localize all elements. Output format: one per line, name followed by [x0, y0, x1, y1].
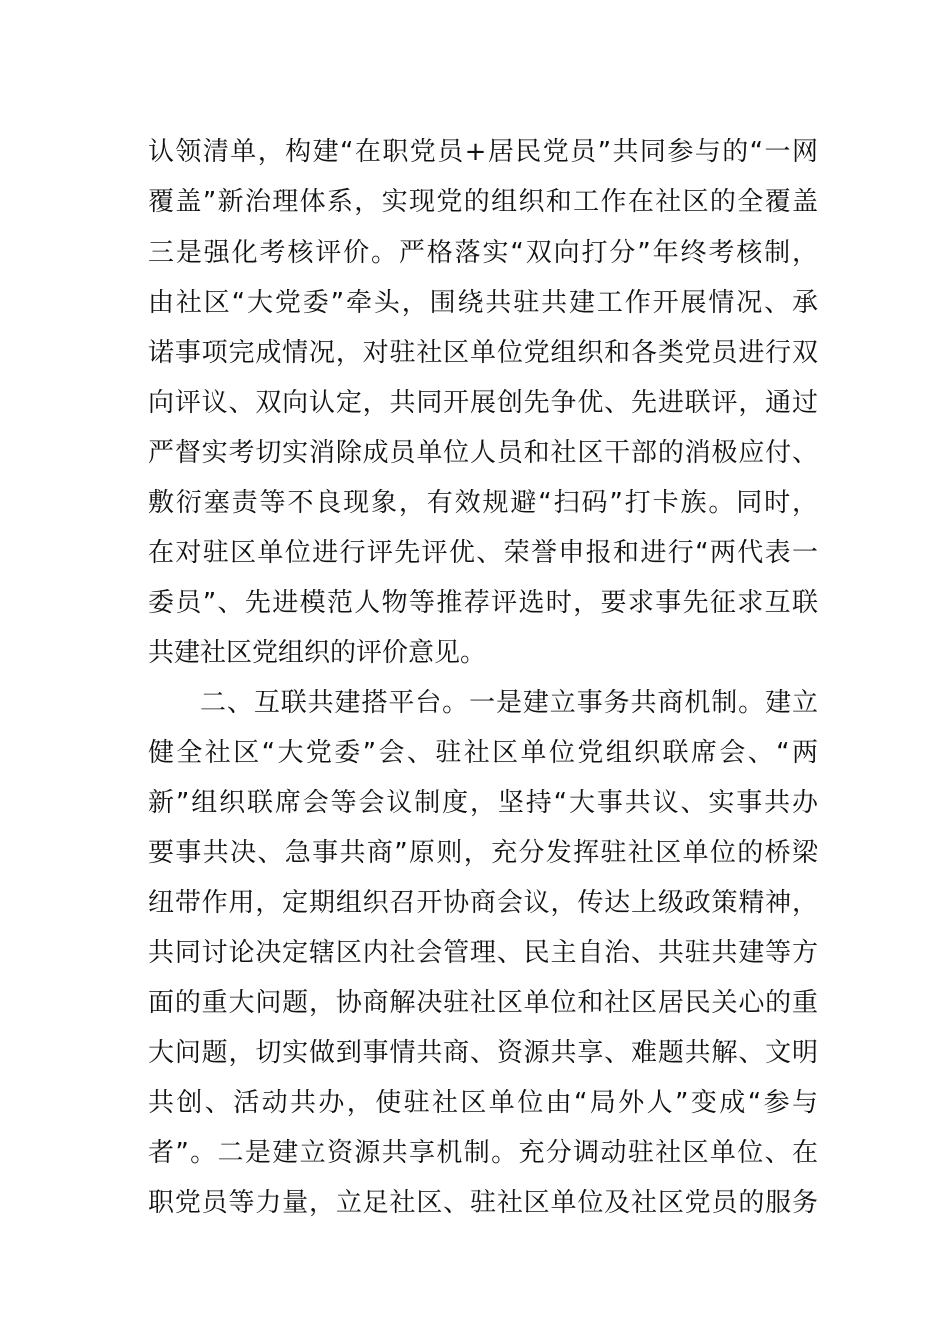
text-line: 认领清单，构建“在职党员+居民党员”共同参与的“一网 [148, 137, 818, 167]
text-line: 敷衍塞责等不良现象，有效规避“扫码”打卡族。同时， [148, 488, 818, 518]
text-line: 健全社区“大党委”会、驻社区单位党组织联席会、“两 [148, 738, 818, 768]
text-line: 要事共决、急事共商”原则，充分发挥驻社区单位的桥梁 [148, 838, 818, 868]
text-line: 新”组织联席会等会议制度，坚持“大事共议、实事共办 [148, 788, 818, 818]
text-line: 严督实考切实消除成员单位人员和社区干部的消极应付、 [148, 438, 818, 468]
text-line: 者”。二是建立资源共享机制。充分调动驻社区单位、在 [148, 1138, 818, 1168]
text-line: 大问题，切实做到事情共商、资源共享、难题共解、文明 [148, 1038, 818, 1068]
text-line: 由社区“大党委”牵头，围绕共驻共建工作开展情况、承 [148, 288, 818, 318]
text-line: 共创、活动共办，使驻社区单位由“局外人”变成“参与 [148, 1088, 818, 1118]
text-line-section-heading: 二、互联共建搭平台。一是建立事务共商机制。建立 [200, 688, 818, 718]
text-line: 共同讨论决定辖区内社会管理、民主自治、共驻共建等方 [148, 938, 818, 968]
text-line: 向评议、双向认定，共同开展创先争优、先进联评，通过 [148, 388, 818, 418]
text-line: 在对驻区单位进行评先评优、荣誉申报和进行“两代表一 [148, 538, 818, 568]
text-line: 三是强化考核评价。严格落实“双向打分”年终考核制， [148, 238, 818, 268]
text-line: 职党员等力量，立足社区、驻社区单位及社区党员的服务 [148, 1188, 818, 1218]
text-line: 诺事项完成情况，对驻社区单位党组织和各类党员进行双 [148, 338, 818, 368]
text-line: 委员”、先进模范人物等推荐评选时，要求事先征求互联 [148, 588, 818, 618]
text-line: 面的重大问题，协商解决驻社区单位和社区居民关心的重 [148, 988, 818, 1018]
text-line: 覆盖”新治理体系，实现党的组织和工作在社区的全覆盖 [148, 187, 818, 217]
text-line-paragraph-end: 共建社区党组织的评价意见。 [148, 638, 487, 668]
text-line: 纽带作用，定期组织召开协商会议，传达上级政策精神， [148, 888, 818, 918]
